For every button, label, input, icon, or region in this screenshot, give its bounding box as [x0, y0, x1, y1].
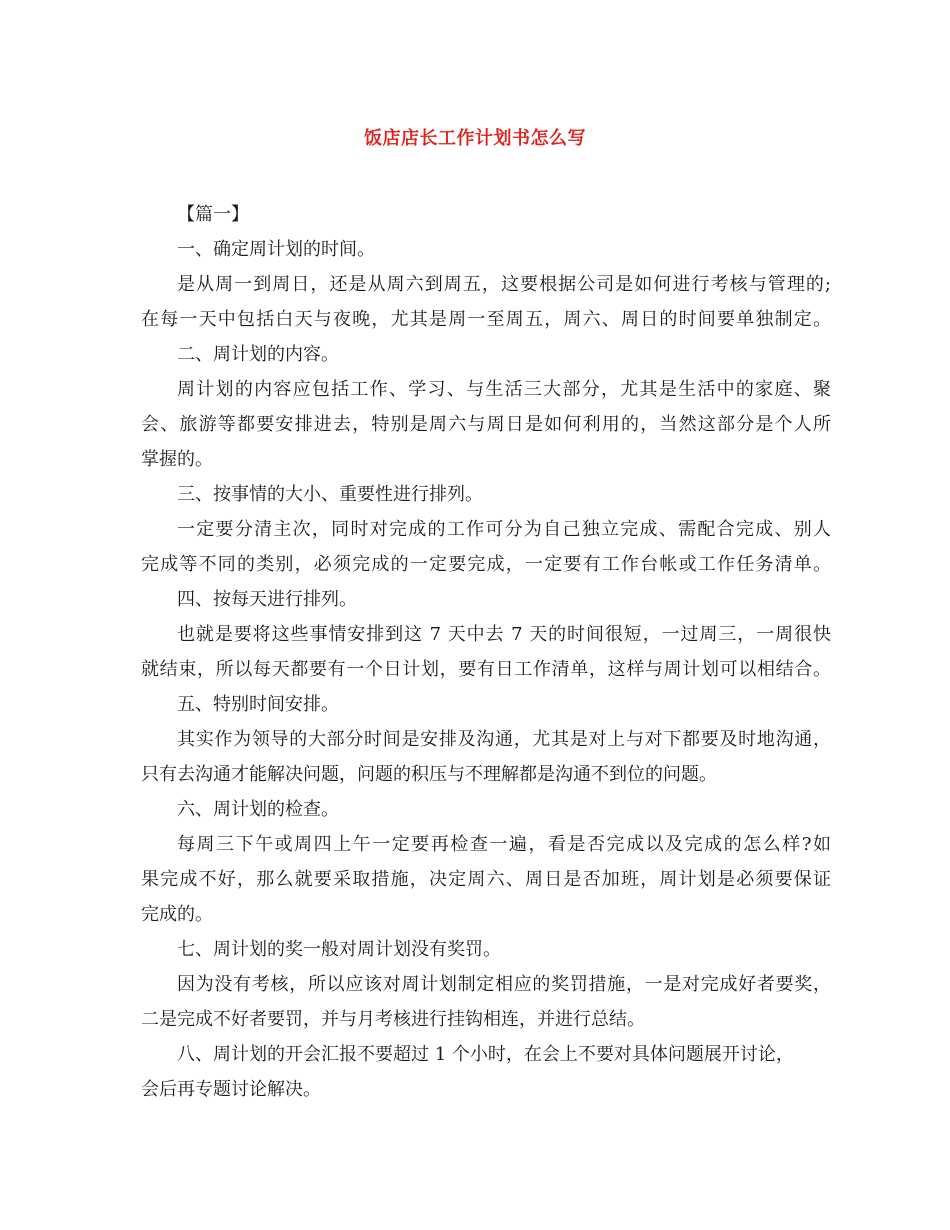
body-line: 果完成不好，那么就要采取措施，决定周六、周日是否加班，周计划是必须要保证: [141, 869, 831, 890]
body-line: 六、周计划的检查。: [177, 799, 339, 820]
body-line: 完成等不同的类别，必须完成的一定要完成，一定要有工作台帐或工作任务清单。: [141, 554, 831, 575]
body-line: 八、周计划的开会汇报不要超过 1 个小时，在会上不要对具体问题展开讨论，: [177, 1044, 794, 1065]
body-line: 其实作为领导的大部分时间是安排及沟通，尤其是对上与对下都要及时地沟通，: [177, 729, 831, 750]
body-line: 完成的。: [141, 904, 213, 925]
body-line: 就结束，所以每天都要有一个日计划，要有日工作清单，这样与周计划可以相结合。: [141, 659, 831, 680]
body-line: 三、按事情的大小、重要性进行排列。: [177, 484, 483, 505]
body-line: 五、特别时间安排。: [177, 694, 339, 715]
body-line: 一、确定周计划的时间。: [177, 239, 375, 260]
body-line: 七、周计划的奖一般对周计划没有奖罚。: [177, 939, 501, 960]
body-line: 因为没有考核，所以应该对周计划制定相应的奖罚措施，一是对完成好者要奖，: [177, 974, 831, 995]
document-body: [141, 197, 831, 1107]
body-line: 也就是要将这些事情安排到这 7 天中去 7 天的时间很短，一过周三，一周很快: [177, 624, 831, 645]
body-line: 掌握的。: [141, 449, 213, 470]
page-title: 饭店店长工作计划书怎么写: [364, 128, 586, 149]
body-line: 周计划的内容应包括工作、学习、与生活三大部分，尤其是生活中的家庭、聚: [177, 379, 831, 400]
body-line: 在每一天中包括白天与夜晚，尤其是周一至周五，周六、周日的时间要单独制定。: [141, 309, 831, 330]
body-line: 是从周一到周日，还是从周六到周五，这要根据公司是如何进行考核与管理的;: [177, 274, 831, 295]
body-line: 二、周计划的内容。: [177, 344, 339, 365]
body-line: 二是完成不好者要罚，并与月考核进行挂钩相连，并进行总结。: [141, 1009, 645, 1030]
body-line: 会、旅游等都要安排进去，特别是周六与周日是如何利用的，当然这部分是个人所: [141, 414, 831, 435]
body-line: 一定要分清主次，同时对完成的工作可分为自己独立完成、需配合完成、别人: [177, 519, 831, 540]
body-line: 只有去沟通才能解决问题，问题的积压与不理解都是沟通不到位的问题。: [141, 764, 717, 785]
body-line: 每周三下午或周四上午一定要再检查一遍，看是否完成以及完成的怎么样?如: [177, 834, 831, 855]
section-heading: 【篇一】: [177, 204, 249, 225]
body-line: 四、按每天进行排列。: [177, 589, 357, 610]
body-line: 会后再专题讨论解决。: [141, 1079, 321, 1100]
